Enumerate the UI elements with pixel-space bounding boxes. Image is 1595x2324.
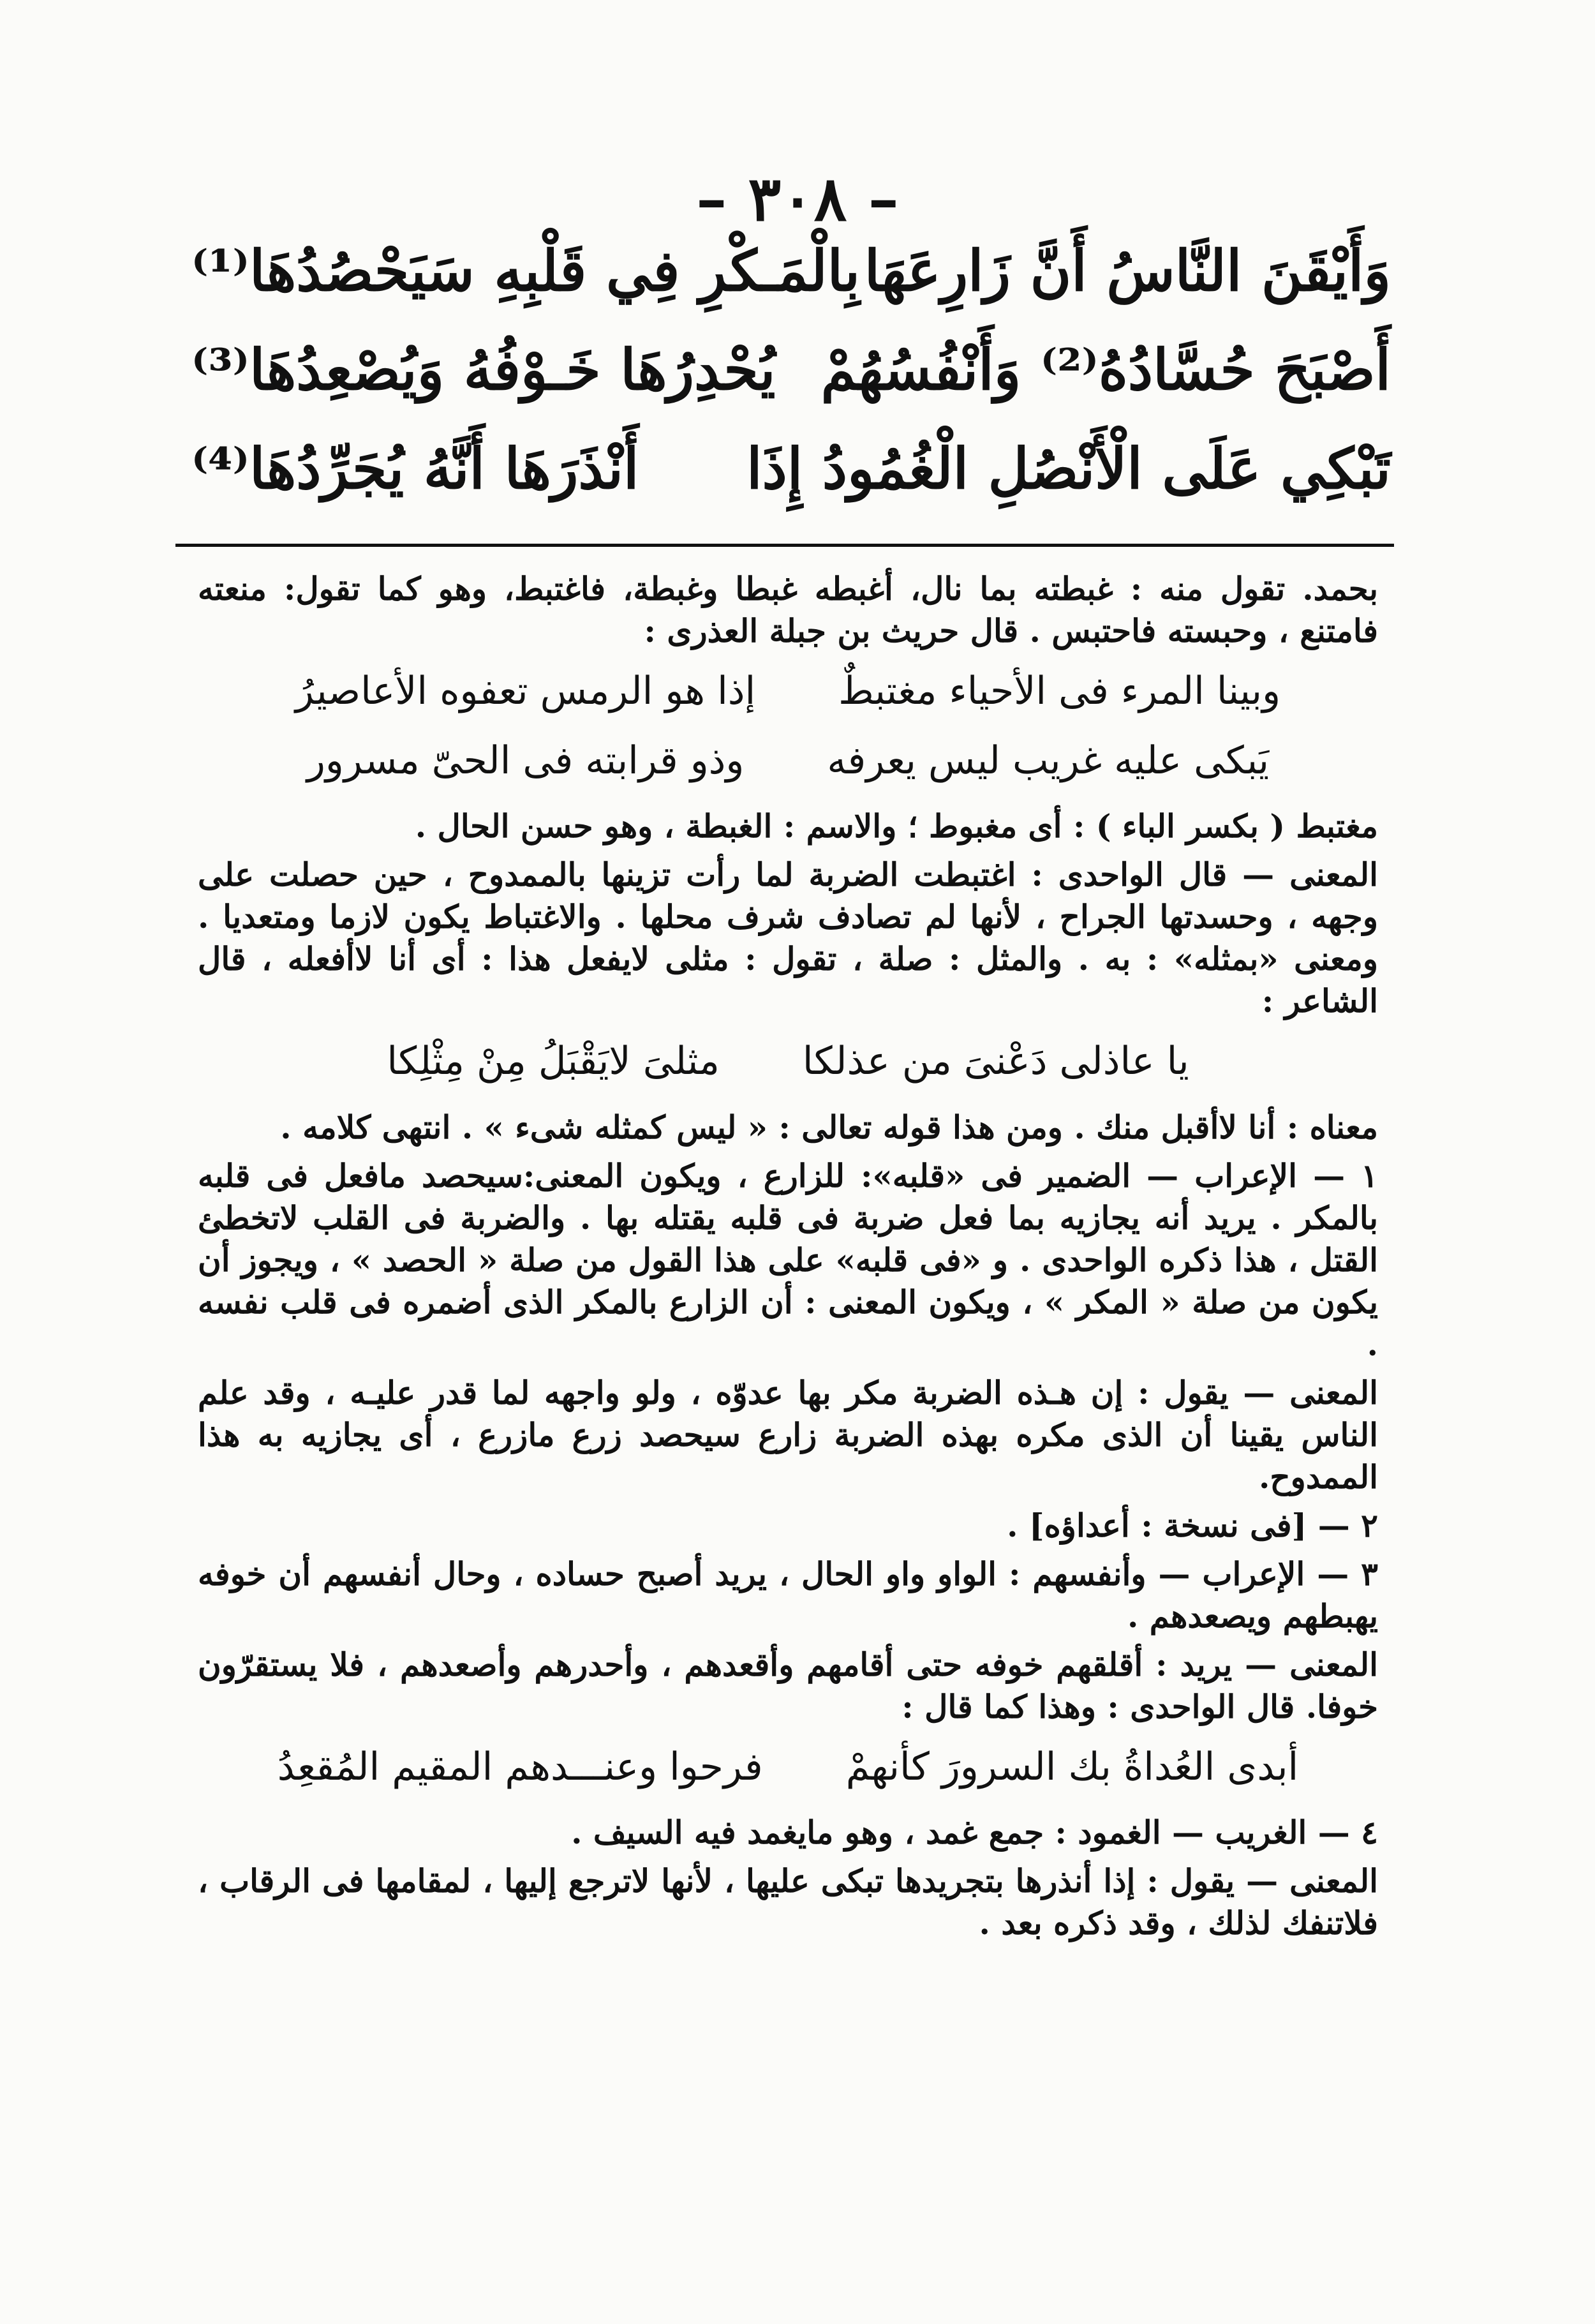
quoted-verse — [198, 1742, 1378, 1792]
poem-verse-2 — [191, 336, 1391, 440]
footnote-2: ٢ — [فى نسخة : أعداؤه] . — [1007, 1506, 1378, 1544]
quoted-hemistich: يا عاذلى دَعْنىَ من عذلكا — [802, 1039, 1189, 1084]
verse-1-first-hemistich: وَأَيْقَنَ النَّاسُ أَنَّ زَارِعَهَا — [864, 237, 1391, 304]
footnote-3-meaning: المعنى — يريد : أقلقهم خوفه حتى أقامهم وأقعدهم ، وأحدرهم وأصعدهم ، فلا يستقرّون خوفا. قال الواحدى : وهذا كما قال : — [198, 1645, 1378, 1725]
commentary-text — [198, 568, 1378, 1951]
page-number: – ٣٠٨ – — [696, 163, 899, 235]
verse-2-first-hemistich: أَصْبَحَ حُسَّادُهُ⁽²⁾ وَأَنْفُسُهُمْ — [820, 336, 1391, 403]
poem-verses — [191, 237, 1391, 539]
quoted-verse — [198, 736, 1378, 786]
quoted-verse — [198, 666, 1378, 717]
verse-2-second-hemistich: يُحْدِرُهَا خَـوْفُهُ وَيُصْعِدُهَا⁽³⁾ — [191, 336, 776, 403]
quoted-hemistich: إذا هو الرمس تعفوه الأعاصيرُ — [295, 669, 756, 713]
quoted-hemistich: مثلىَ لايَقْبَلُ مِنْ مِثْلِكا — [387, 1039, 720, 1084]
footnote-4-meaning: المعنى — يقول : إذا أنذرها بتجريدها تبكى عليها ، لأنها لاترجع إليها ، لمقامها فى الرقاب ، فلاتنفك لذلك ، وقد ذكره بعد . — [198, 1861, 1378, 1942]
quoted-hemistich: وذو قرابته فى الحىّ مسرور — [306, 738, 745, 784]
verse-1-second-hemistich: بِالْمَـكْرِ فِي قَلْبِهِ سَيَحْصُدُهَا⁽¹⁾ — [191, 237, 860, 304]
poem-verse-3 — [191, 435, 1391, 539]
quoted-hemistich: أبدى العُداةُ بك السرورَ كأنهمْ — [845, 1744, 1299, 1789]
footnote-3-grammar: ٣ — الإعراب — وأنفسهم : الواو واو الحال ، يريد أصبح حساده ، وحال أنفسهم أن خوفه يهبطهم ويصعدهم . — [198, 1554, 1378, 1635]
section-divider — [175, 544, 1394, 547]
poem-verse-1 — [191, 237, 1391, 341]
quoted-hemistich: وبينا المرء فى الأحياء مغتبطٌ — [838, 669, 1281, 713]
verse-3-second-hemistich: أَنْذَرَهَا أَنَّهُ يُجَرِّدُهَا⁽⁴⁾ — [191, 435, 639, 502]
commentary-paragraph: مغتبط ( بكسر الباء ) : أى مغبوط ؛ والاسم : الغبطة ، وهو حسن الحال . — [415, 807, 1378, 845]
commentary-paragraph: المعنى — قال الواحدى : اغتبطت الضربة لما رأت تزينها بالممدوح ، حين حصلت على وجهه ، وحسدتها الجراح ، لأنها لم تصادف شرف محلها . والاغتباط يكون لازما ومتعديا . ومعنى «بمثله» : به . والمثل : صلة ، تقول : مثلى لايفعل هذا : أى أنا لاأفعله ، قال الشاعر : — [198, 856, 1378, 1020]
commentary-paragraph: بحمد. تقول منه : غبطته بما نال، أغبطه غبطا وغبطة، فاغتبط، وهو كما تقول: منعته فامتنع ، وحبسته فاحتبس . قال حريث بن جبلة العذرى : — [198, 570, 1378, 650]
quoted-hemistich: فرحوا وعنـــدهم المقيم المُقعِدُ — [277, 1744, 763, 1789]
commentary-paragraph: معناه : أنا لاأقبل منك . ومن هذا قوله تعالى : « ليس كمثله شىء » . انتهى كلامه . — [280, 1108, 1378, 1146]
quoted-verse — [198, 1036, 1378, 1087]
verse-3-first-hemistich: تَبْكِي عَلَى الْأَنْصُلِ الْغُمُودُ إِذَا — [746, 435, 1391, 502]
footnote-4-vocabulary: ٤ — الغريب — الغمود : جمع غمد ، وهو مايغمد فيه السيف . — [571, 1813, 1378, 1851]
quoted-hemistich: يَبكى عليه غريب ليس يعرفه — [827, 738, 1270, 784]
footnote-1-grammar: ١ — الإعراب — الضمير فى «قلبه»: للزارع ، ويكون المعنى:سيحصد مافعل فى قلبه بالمكر . يريد أنه يجازيه بما فعل ضربة فى قلبه يقتله بها . والضربة فى القلب لاتخطئ القتل ، هذا ذكره الواحدى . و «فى قلبه» على هذا القول من صلة « الحصد » ، ويجوز أن يكون من صلة « المكر » ، ويكون المعنى : أن الزارع بالمكر الذى أضمره فى قلب نفسه . — [198, 1156, 1378, 1363]
footnote-1-meaning: المعنى — يقول : إن هـذه الضربة مكر بها عدوّه ، ولو واجهه لما قدر عليـه ، وقد علم الناس يقينا أن الذى مكره بهذه الضربة زارع سيحصد زرع مازرع ، أى يجازيه به هذا الممدوح. — [198, 1373, 1378, 1496]
